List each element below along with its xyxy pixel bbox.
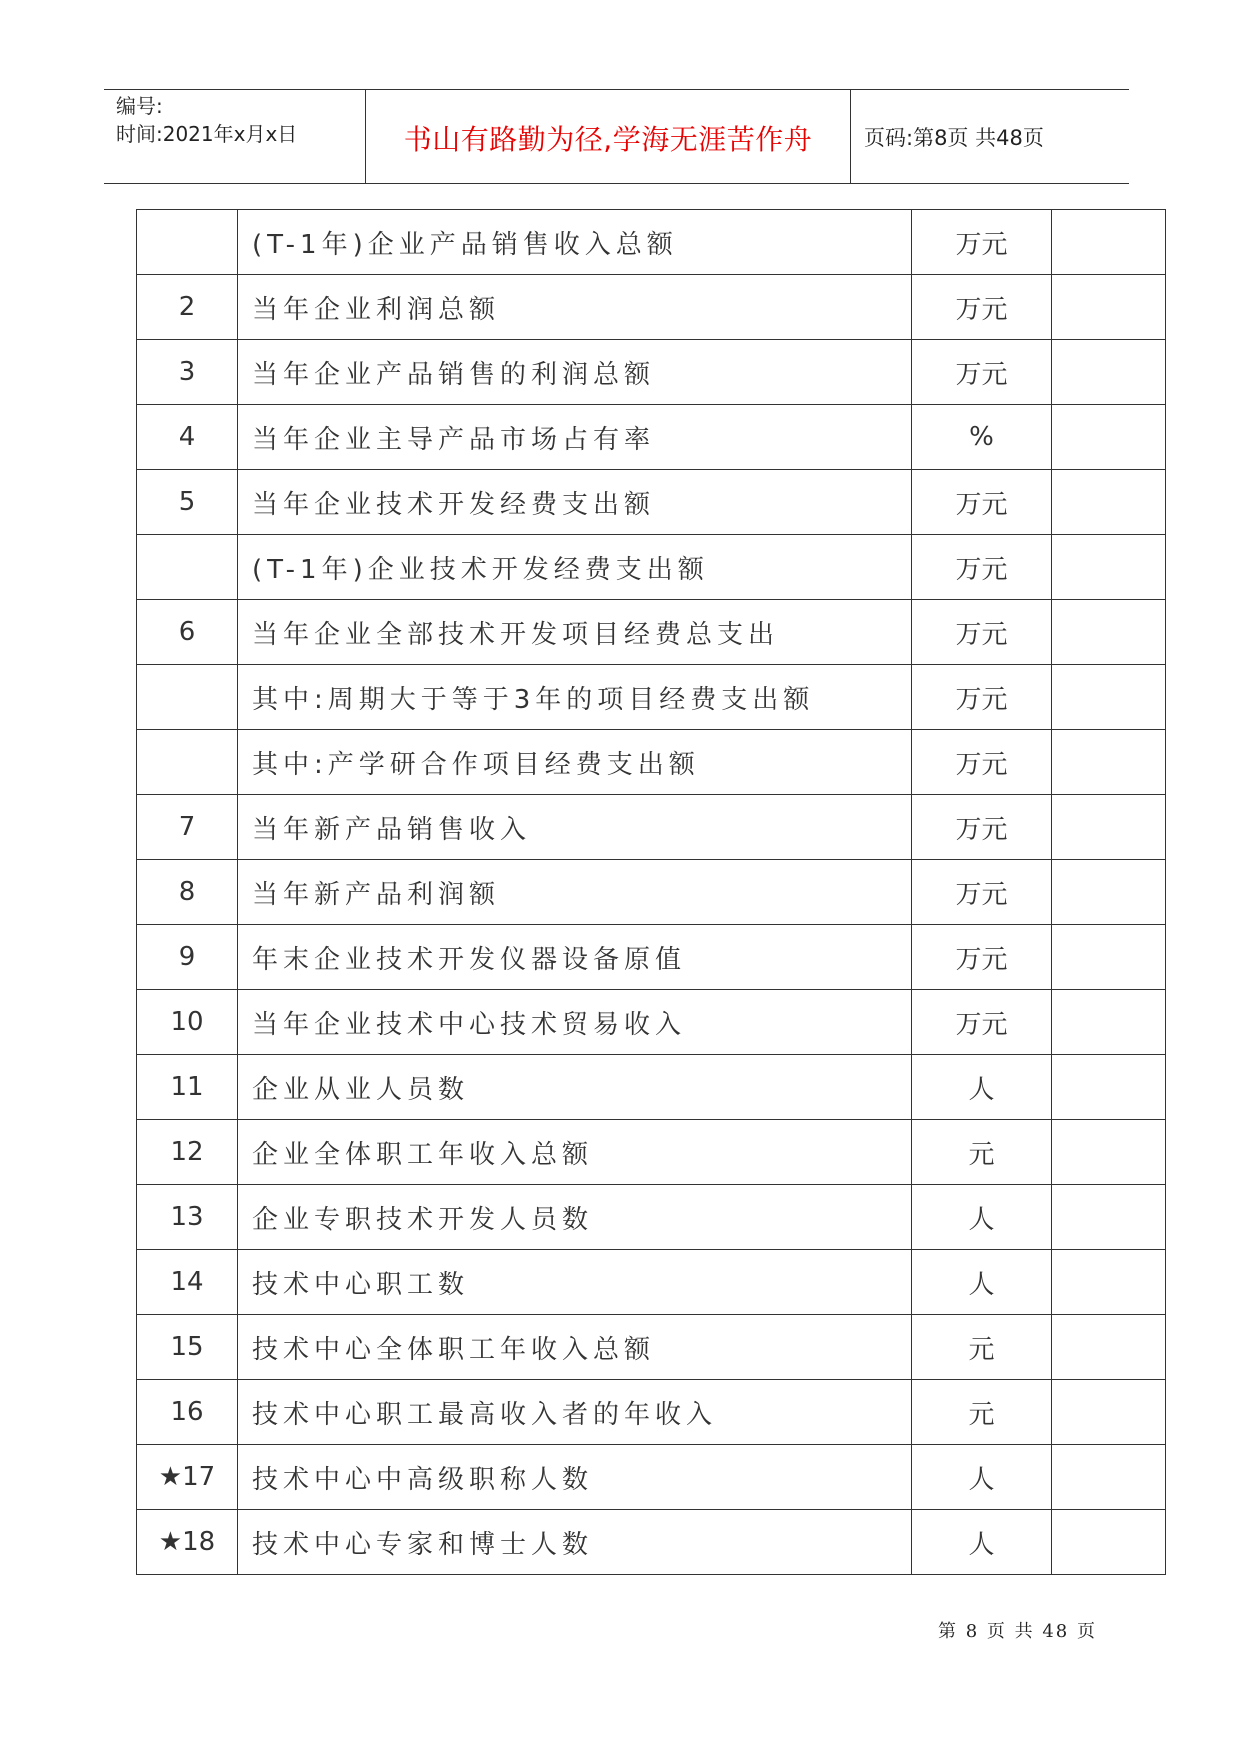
table-row [137, 600, 1166, 665]
row-number: 14 [137, 1250, 238, 1315]
page-footer: 第 8 页 共 48 页 [938, 1621, 1097, 1642]
row-value-cell [1052, 275, 1166, 340]
row-value-cell [1052, 730, 1166, 795]
row-item: 企业全体职工年收入总额 [238, 1120, 912, 1185]
indicator-table-body [137, 210, 1166, 1575]
row-unit: 万元 [912, 925, 1052, 990]
row-number: 2 [137, 275, 238, 340]
row-item: 企业专职技术开发人员数 [238, 1185, 912, 1250]
row-value-cell [1052, 210, 1166, 275]
row-number: 15 [137, 1315, 238, 1380]
table-row [137, 925, 1166, 990]
row-unit: 人 [912, 1445, 1052, 1510]
table-row [137, 1185, 1166, 1250]
table-row [137, 340, 1166, 405]
row-unit: 元 [912, 1315, 1052, 1380]
row-value-cell [1052, 990, 1166, 1055]
row-number [137, 210, 238, 275]
table-row [137, 1120, 1166, 1185]
table-row [137, 860, 1166, 925]
table-row [137, 535, 1166, 600]
row-number [137, 665, 238, 730]
row-item: 年末企业技术开发仪器设备原值 [238, 925, 912, 990]
row-unit: 万元 [912, 860, 1052, 925]
table-row [137, 795, 1166, 860]
row-value-cell [1052, 1250, 1166, 1315]
row-unit: 万元 [912, 600, 1052, 665]
row-value-cell [1052, 405, 1166, 470]
row-unit: 万元 [912, 470, 1052, 535]
row-number: 3 [137, 340, 238, 405]
row-value-cell [1052, 925, 1166, 990]
row-value-cell [1052, 1185, 1166, 1250]
table-row [137, 1250, 1166, 1315]
row-number: 12 [137, 1120, 238, 1185]
indicator-table [136, 209, 1166, 1575]
row-number [137, 535, 238, 600]
row-value-cell [1052, 1315, 1166, 1380]
row-value-cell [1052, 600, 1166, 665]
row-item: 当年新产品销售收入 [238, 795, 912, 860]
row-number: 16 [137, 1380, 238, 1445]
row-item: 技术中心职工数 [238, 1250, 912, 1315]
row-unit: 万元 [912, 275, 1052, 340]
row-value-cell [1052, 1445, 1166, 1510]
row-item: 其中:周期大于等于3年的项目经费支出额 [238, 665, 912, 730]
row-number: ★18 [137, 1510, 238, 1575]
row-unit: % [912, 405, 1052, 470]
table-row [137, 665, 1166, 730]
row-unit: 万元 [912, 730, 1052, 795]
row-number: 4 [137, 405, 238, 470]
row-value-cell [1052, 470, 1166, 535]
row-item: 技术中心全体职工年收入总额 [238, 1315, 912, 1380]
row-value-cell [1052, 795, 1166, 860]
row-unit: 万元 [912, 340, 1052, 405]
row-item: 其中:产学研合作项目经费支出额 [238, 730, 912, 795]
header-meta [116, 92, 366, 148]
page-header [104, 89, 1129, 184]
row-value-cell [1052, 1055, 1166, 1120]
row-item: 当年企业技术中心技术贸易收入 [238, 990, 912, 1055]
serial-label: 编号: [116, 94, 163, 118]
row-item: 企业从业人员数 [238, 1055, 912, 1120]
table-row [137, 1380, 1166, 1445]
table-row [137, 470, 1166, 535]
row-item: 当年新产品利润额 [238, 860, 912, 925]
row-unit: 元 [912, 1120, 1052, 1185]
row-value-cell [1052, 860, 1166, 925]
row-number: 6 [137, 600, 238, 665]
row-number: 13 [137, 1185, 238, 1250]
row-number: 5 [137, 470, 238, 535]
row-unit: 人 [912, 1185, 1052, 1250]
row-number [137, 730, 238, 795]
row-number: 7 [137, 795, 238, 860]
row-item: 当年企业技术开发经费支出额 [238, 470, 912, 535]
row-unit: 万元 [912, 795, 1052, 860]
row-unit: 人 [912, 1055, 1052, 1120]
row-item: 当年企业产品销售的利润总额 [238, 340, 912, 405]
row-number: 9 [137, 925, 238, 990]
row-value-cell [1052, 535, 1166, 600]
row-item: (T-1年)企业产品销售收入总额 [238, 210, 912, 275]
row-item: 技术中心专家和博士人数 [238, 1510, 912, 1575]
table-row [137, 1315, 1166, 1380]
row-number: 11 [137, 1055, 238, 1120]
row-item: (T-1年)企业技术开发经费支出额 [238, 535, 912, 600]
table-row [137, 275, 1166, 340]
row-item: 当年企业主导产品市场占有率 [238, 405, 912, 470]
row-unit: 万元 [912, 210, 1052, 275]
table-row [137, 730, 1166, 795]
row-item: 技术中心职工最高收入者的年收入 [238, 1380, 912, 1445]
header-motto: 书山有路勤为径,学海无涯苦作舟 [403, 123, 813, 156]
table-row [137, 210, 1166, 275]
row-unit: 万元 [912, 990, 1052, 1055]
row-value-cell [1052, 1380, 1166, 1445]
row-value-cell [1052, 1120, 1166, 1185]
header-page-info: 页码:第8页 共48页 [864, 126, 1044, 150]
row-number: 10 [137, 990, 238, 1055]
time-label: 时间:2021年x月x日 [116, 122, 298, 146]
row-unit: 万元 [912, 535, 1052, 600]
row-number: ★17 [137, 1445, 238, 1510]
row-unit: 人 [912, 1250, 1052, 1315]
row-item: 当年企业利润总额 [238, 275, 912, 340]
table-row [137, 990, 1166, 1055]
table-row [137, 405, 1166, 470]
row-item: 当年企业全部技术开发项目经费总支出 [238, 600, 912, 665]
row-value-cell [1052, 665, 1166, 730]
row-number: 8 [137, 860, 238, 925]
table-row [137, 1055, 1166, 1120]
table-row [137, 1510, 1166, 1575]
row-unit: 元 [912, 1380, 1052, 1445]
row-value-cell [1052, 340, 1166, 405]
row-value-cell [1052, 1510, 1166, 1575]
header-divider [850, 90, 851, 183]
table-row [137, 1445, 1166, 1510]
row-unit: 人 [912, 1510, 1052, 1575]
row-unit: 万元 [912, 665, 1052, 730]
row-item: 技术中心中高级职称人数 [238, 1445, 912, 1510]
